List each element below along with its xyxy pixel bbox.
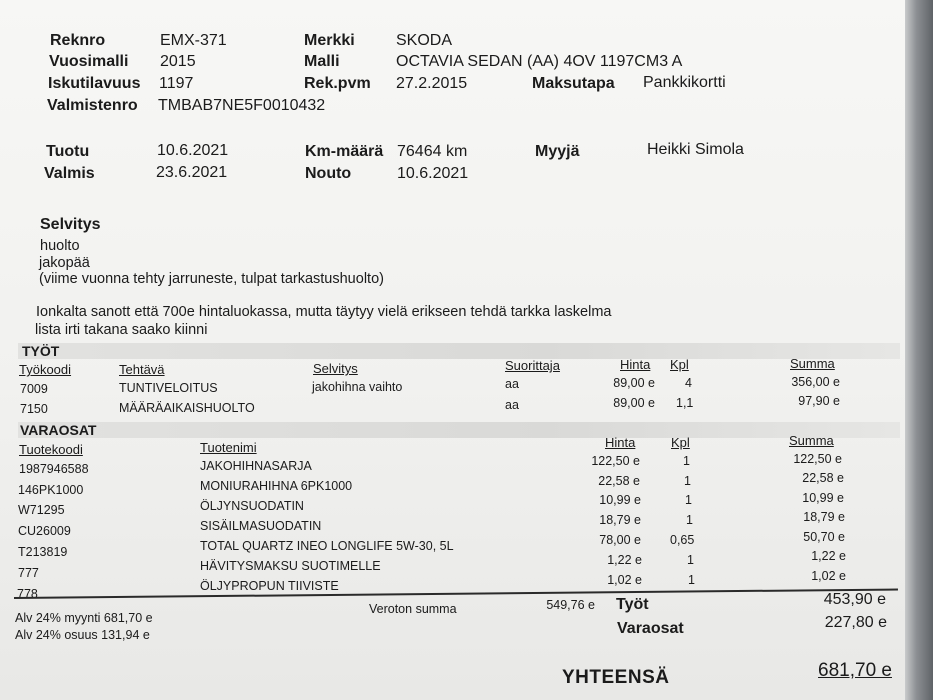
tyot-header-hinta: Hinta <box>620 357 651 372</box>
paper-edge-shadow <box>905 0 933 700</box>
tyot-cell-koodi: 7150 <box>20 402 48 416</box>
reknro-value: EMX-371 <box>160 32 227 49</box>
tyot-cell-kpl: 1,1 <box>676 396 694 410</box>
tyot-header-koodi: Työkoodi <box>19 362 72 377</box>
varaosat-cell-koodi: W71295 <box>18 503 65 517</box>
varaosat-cell-hinta: 22,58 e <box>598 474 640 488</box>
selvitys-line: lista irti takana saako kiinni <box>35 322 208 338</box>
varaosat-cell-kpl: 1 <box>687 553 694 567</box>
myyja-label: Myyjä <box>535 143 580 160</box>
vuosimalli-value: 2015 <box>160 53 196 70</box>
tyot-cell-tehtava: MÄÄRÄAIKAISHUOLTO <box>119 401 255 415</box>
varaosat-cell-hinta: 122,50 e <box>591 454 640 468</box>
varaosat-cell-nimi: MONIURAHIHNA 6PK1000 <box>200 479 353 493</box>
merkki-value: SKODA <box>396 32 453 49</box>
tuotu-label: Tuotu <box>46 143 90 160</box>
veroton-label: Veroton summa <box>369 602 457 616</box>
varaosat-cell-summa: 18,79 e <box>803 510 845 524</box>
maksutapa-value: Pankkikortti <box>643 74 726 91</box>
varaosat-cell-koodi: 778 <box>17 587 38 601</box>
vuosimalli-label: Vuosimalli <box>49 53 129 70</box>
tyot-title: TYÖT <box>22 343 60 359</box>
tyot-cell-suorittaja: aa <box>505 377 519 391</box>
tyot-header-suorittaja: Suorittaja <box>505 358 560 373</box>
varaosat-band <box>18 422 900 438</box>
yhteensa-label: YHTEENSÄ <box>562 667 670 688</box>
valmis-label: Valmis <box>44 165 95 182</box>
tyot-total-label: Työt <box>616 596 649 613</box>
varaosat-cell-nimi: JAKOHIHNASARJA <box>200 459 312 473</box>
varaosat-cell-hinta: 10,99 e <box>599 493 641 507</box>
varaosat-total-value: 227,80 e <box>824 614 887 631</box>
varaosat-cell-hinta: 18,79 e <box>599 513 641 527</box>
varaosat-cell-kpl: 1 <box>684 474 691 488</box>
varaosat-cell-kpl: 0,65 <box>670 533 695 547</box>
varaosat-cell-summa: 1,22 e <box>811 549 846 563</box>
valmistenro-label: Valmistenro <box>47 97 138 114</box>
selvitys-title: Selvitys <box>40 216 101 233</box>
selvitys-line: huolto <box>40 238 80 254</box>
veroton-value: 549,76 e <box>546 598 595 612</box>
rekpvm-value: 27.2.2015 <box>396 75 468 92</box>
iskutilavuus-label: Iskutilavuus <box>48 75 141 92</box>
varaosat-cell-koodi: T213819 <box>18 545 68 559</box>
selvitys-line: (viime vuonna tehty jarruneste, tulpat tarkastushuolto) <box>39 271 384 287</box>
varaosat-cell-summa: 10,99 e <box>802 491 844 505</box>
tyot-band <box>18 343 900 359</box>
tyot-total-value: 453,90 e <box>823 591 886 608</box>
varaosat-cell-nimi: ÖLJYPROPUN TIIVISTE <box>200 579 339 593</box>
tyot-header-summa: Summa <box>790 356 835 371</box>
tyot-cell-tehtava: TUNTIVELOITUS <box>119 381 218 395</box>
varaosat-cell-summa: 50,70 e <box>803 530 845 544</box>
varaosat-title: VARAOSAT <box>20 422 97 438</box>
varaosat-header-koodi: Tuotekoodi <box>19 442 83 457</box>
varaosat-cell-nimi: ÖLJYNSUODATIN <box>200 499 304 513</box>
tyot-cell-hinta: 89,00 e <box>613 376 655 390</box>
tyot-header-selvitys: Selvitys <box>313 361 358 376</box>
varaosat-cell-kpl: 1 <box>685 493 692 507</box>
varaosat-cell-summa: 122,50 e <box>793 452 842 466</box>
varaosat-header-nimi: Tuotenimi <box>200 440 257 455</box>
tyot-cell-selvitys: jakohihna vaihto <box>312 380 403 394</box>
varaosat-cell-summa: 22,58 e <box>802 471 844 485</box>
tyot-header-tehtava: Tehtävä <box>119 362 165 377</box>
varaosat-cell-hinta: 1,22 e <box>607 553 642 567</box>
varaosat-cell-hinta: 1,02 e <box>607 573 642 587</box>
reknro-label: Reknro <box>50 32 106 49</box>
iskutilavuus-value: 1197 <box>159 75 194 92</box>
varaosat-cell-summa: 1,02 e <box>811 569 846 583</box>
varaosat-cell-hinta: 78,00 e <box>599 533 641 547</box>
maksutapa-label: Maksutapa <box>532 75 615 92</box>
tyot-cell-hinta: 89,00 e <box>613 396 655 410</box>
varaosat-header-kpl: Kpl <box>671 435 690 450</box>
varaosat-cell-koodi: 1987946588 <box>19 462 89 476</box>
km-value: 76464 km <box>397 143 468 160</box>
km-label: Km-määrä <box>305 143 384 160</box>
varaosat-cell-koodi: 146PK1000 <box>18 483 84 497</box>
varaosat-header-summa: Summa <box>789 433 834 448</box>
tyot-cell-suorittaja: aa <box>505 398 519 412</box>
nouto-label: Nouto <box>305 165 352 182</box>
varaosat-cell-kpl: 1 <box>688 573 695 587</box>
myyja-value: Heikki Simola <box>647 141 744 158</box>
varaosat-cell-nimi: TOTAL QUARTZ INEO LONGLIFE 5W-30, 5L <box>200 539 454 553</box>
malli-label: Malli <box>304 53 340 70</box>
tyot-cell-kpl: 4 <box>685 376 692 390</box>
tyot-cell-summa: 97,90 e <box>798 394 840 408</box>
selvitys-line: Ionkalta sanott että 700e hintaluokassa, mutta täytyy vielä erikseen tehdä tarkka laskelma <box>36 304 612 320</box>
selvitys-line: jakopää <box>39 255 90 271</box>
varaosat-cell-kpl: 1 <box>686 513 693 527</box>
tuotu-value: 10.6.2021 <box>157 142 229 159</box>
varaosat-cell-koodi: 777 <box>18 566 39 580</box>
varaosat-cell-nimi: SISÄILMASUODATIN <box>200 519 322 533</box>
alv-osuus: Alv 24% osuus 131,94 e <box>15 628 150 642</box>
alv-myynti: Alv 24% myynti 681,70 e <box>15 611 153 625</box>
nouto-value: 10.6.2021 <box>397 165 469 182</box>
tyot-cell-summa: 356,00 e <box>791 375 840 389</box>
varaosat-header-hinta: Hinta <box>605 435 636 450</box>
merkki-label: Merkki <box>304 32 355 49</box>
yhteensa-value: 681,70 e <box>818 660 892 681</box>
malli-value: OCTAVIA SEDAN (AA) 4OV 1197CM3 A <box>396 53 683 70</box>
varaosat-cell-nimi: HÄVITYSMAKSU SUOTIMELLE <box>200 559 381 573</box>
tyot-cell-koodi: 7009 <box>20 382 48 396</box>
varaosat-cell-koodi: CU26009 <box>18 524 71 538</box>
tyot-header-kpl: Kpl <box>670 357 689 372</box>
valmistenro-value: TMBAB7NE5F0010432 <box>158 97 326 114</box>
rekpvm-label: Rek.pvm <box>304 75 371 92</box>
varaosat-cell-kpl: 1 <box>683 454 690 468</box>
varaosat-total-label: Varaosat <box>617 620 684 637</box>
valmis-value: 23.6.2021 <box>156 164 228 181</box>
